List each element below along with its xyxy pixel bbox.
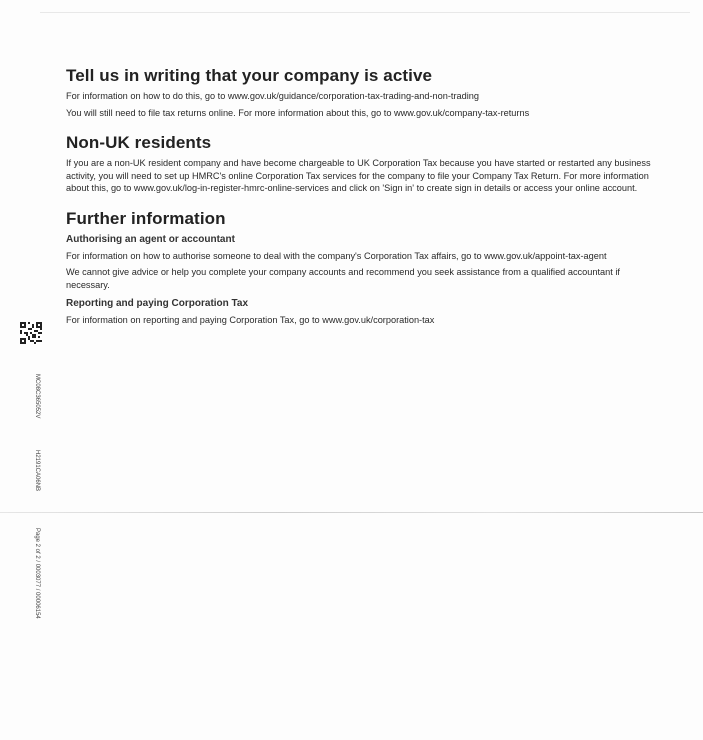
document-content: [66, 66, 666, 327]
subheading-reporting-paying: Reporting and paying Corporation Tax: [66, 298, 249, 309]
agent-line-2: We cannot give advice or help you complete your company accounts and recommend you seek assistance from a qualified accountant if necessary.: [66, 267, 620, 290]
heading-company-active: Tell us in writing that your company is active: [66, 66, 433, 85]
heading-non-uk-residents: Non-UK residents: [66, 133, 212, 152]
qr-code-icon: [20, 322, 42, 344]
non-uk-body: If you are a non-UK resident company and have become chargeable to UK Corporation Tax because you have started or restarted any business activity, you will need to set up HMRC's online Corporation Tax services for the company to file your Company Tax Return. For more information about this, go to www.gov.uk/log-in-register-hmrc-online-services and click on 'Sign in' to create sign in details or access your online account.: [66, 158, 651, 193]
reporting-line-1: For information on reporting and paying Corporation Tax, go to www.gov.uk/corporation-tax: [66, 315, 435, 325]
active-line-1: For information on how to do this, go to www.gov.uk/guidance/corporation-tax-trading-and-non-trading: [66, 91, 479, 101]
active-line-2: You will still need to file tax returns online. For more information about this, go to www.gov.uk/company-tax-returns: [66, 107, 530, 118]
subheading-authorising-agent: Authorising an agent or accountant: [66, 233, 235, 245]
margin-page-reference: Page 2 of 2 / 0003077 / 00006154: [34, 528, 40, 619]
agent-line-1: For information on how to authorise someone to deal with the company's Corporation Tax affairs, go to www.gov.uk/appoint-tax-agent: [66, 250, 607, 261]
fold-line: [0, 512, 703, 513]
scan-edge-line: [40, 12, 690, 13]
margin-code-1: MC08C365052V: [34, 374, 40, 419]
heading-further-information: Further information: [66, 208, 226, 228]
margin-code-2: H2191CA06NB: [34, 450, 40, 492]
